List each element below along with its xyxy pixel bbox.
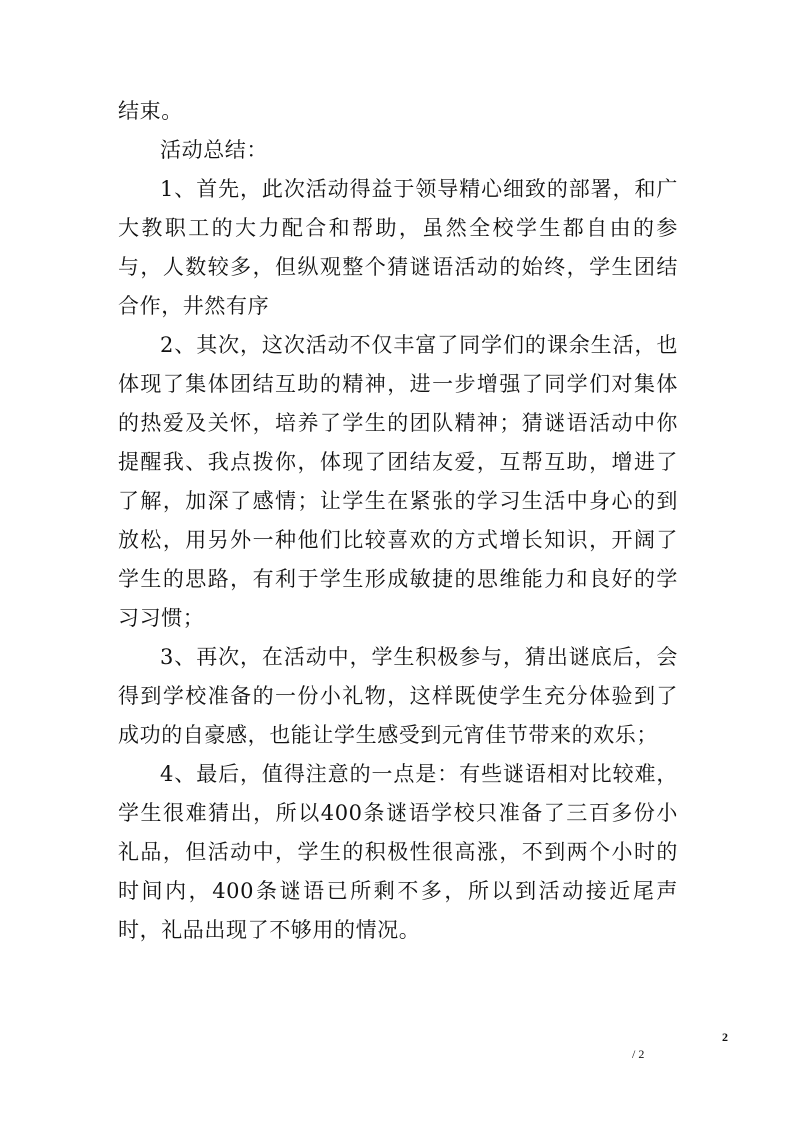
section-heading-summary: 活动总结： bbox=[160, 138, 268, 162]
paragraph-point-1: 1、首先，此次活动得益于领导精心细致的部署，和广大教职工的大力配合和帮助，虽然全校学生都自由的参与，人数较多，但纵观整个猜谜语活动的始终，学生团结合作，井然有序 bbox=[118, 177, 678, 318]
paragraph-ending: 结束。 bbox=[118, 99, 183, 123]
paragraph-point-3: 3、再次，在活动中，学生积极参与，猜出谜底后，会得到学校准备的一份小礼物，这样既使学生充分体验到了成功的自豪感，也能让学生感受到元宵佳节带来的欢乐； bbox=[118, 645, 678, 747]
page-number: 2 bbox=[722, 1030, 728, 1044]
paragraph-point-2: 2、其次，这次活动不仅丰富了同学们的课余生活，也体现了集体团结互助的精神，进一步增强了同学们对集体的热爱及关怀，培养了学生的团队精神；猜谜语活动中你提醒我、我点拨你，体现了团结友爱，互帮互助，增进了了解，加深了感情；让学生在紧张的学习生活中身心的到放松，用另外一种他们比较喜欢的方式增长知识，开阔了学生的思路，有利于学生形成敏捷的思维能力和良好的学习习惯； bbox=[118, 333, 678, 630]
paragraph-point-4: 4、最后，值得注意的一点是：有些谜语相对比较难，学生很难猜出，所以400条谜语学校只准备了三百多份小礼品，但活动中，学生的积极性很高涨，不到两个小时的时间内，400条谜语已所剩不多，所以到活动接近尾声时，礼品出现了不够用的情况。 bbox=[118, 762, 678, 942]
document-body bbox=[118, 92, 678, 950]
page-count-label: / 2 bbox=[632, 1047, 645, 1061]
